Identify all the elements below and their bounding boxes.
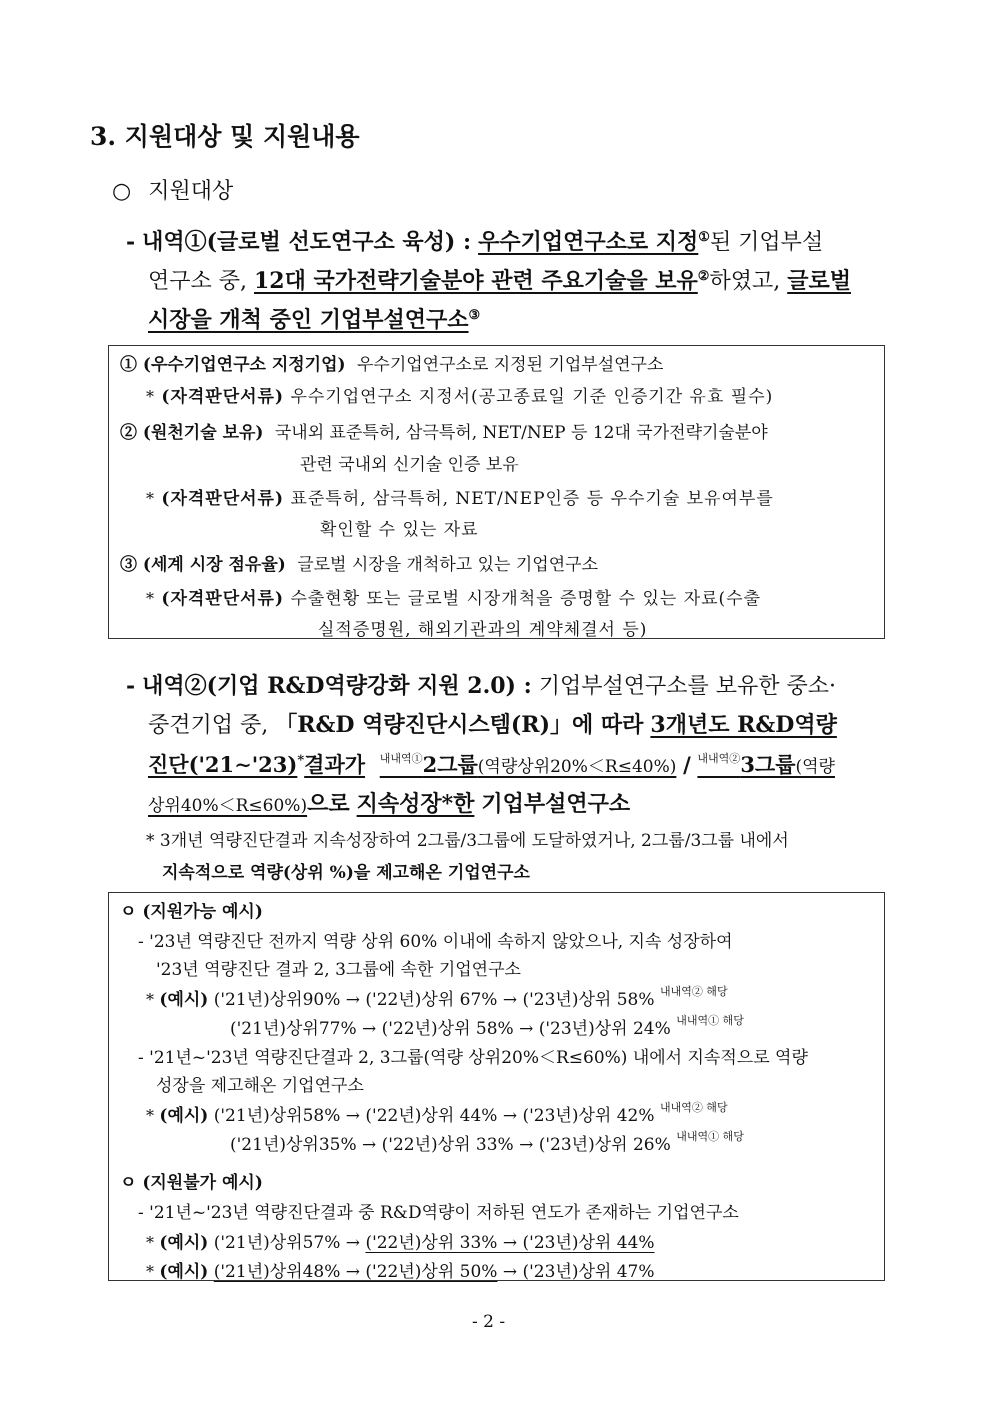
example-value-a: ('21년)상위57% →: [213, 1233, 366, 1253]
example-value: ('21년)상위77% → ('22년)상위 58% → ('23년)상위 24%: [230, 1019, 671, 1039]
item2-text1: 기업부설연구소를 보유한 중소·: [538, 674, 837, 699]
doc-label: (자격판단서류): [161, 387, 285, 407]
item1-tech: 12대 국가전략기술분야 관련 주요기술을 보유: [254, 268, 698, 294]
doc-text2: 실적증명원, 해외기관과의 계약체결서 등): [318, 620, 648, 640]
item2-with: 으로: [307, 791, 350, 817]
item1-line1: [126, 223, 823, 262]
item1-designation: 우수기업연구소로 지정: [478, 229, 699, 255]
doc-text2: 확인할 수 있는 자료: [320, 520, 479, 540]
doc-label: (자격판단서류): [161, 489, 285, 509]
item2-slash: /: [683, 752, 691, 777]
item2-tag2: 내내역②: [697, 752, 741, 765]
item1-sup2: ②: [697, 269, 710, 284]
footnote-text2: 지속적으로 역량(상위 %)을 제고해온 기업연구소: [162, 863, 530, 883]
doc-mark: *: [146, 489, 155, 508]
item2-group2: 2그룹: [422, 752, 478, 777]
item1-text1: 된 기업부설: [709, 230, 824, 255]
impossible-case1: - '21년~'23년 역량진단결과 중 R&D역량이 저하된 연도가 존재하는 기업연구소: [138, 1203, 739, 1223]
item2-line4: [148, 785, 630, 825]
criteria-2-doc: [146, 484, 774, 509]
example-value: ('21년)상위58% → ('22년)상위 44% → ('23년)상위 42%: [213, 1106, 655, 1126]
example-tag: 내내역① 해당: [676, 1014, 744, 1027]
criteria-3: [120, 550, 598, 575]
criteria-1-text: 우수기업연구소로 지정된 기업부설연구소: [356, 355, 664, 375]
example-value: ('21년)상위90% → ('22년)상위 67% → ('23년)상위 58%: [213, 990, 655, 1010]
item2-text2: 중견기업 중,: [148, 713, 269, 738]
item1-global-b: 시장을 개척 중인 기업부설연구소: [148, 307, 469, 333]
example-value-a: ('21년)상위48% → ('22년)상위 50%: [213, 1262, 498, 1282]
criteria-2-text: 국내외 표준특허, 삼극특허, NET/NEP 등 12대 국가전략기술분야: [274, 423, 768, 443]
item2-diagnosis: 진단('21∼'23): [148, 752, 298, 777]
item2-group3: 3그룹: [740, 752, 796, 777]
doc-text: 표준특허, 삼극특허, NET/NEP인증 등 우수기술 보유여부를: [290, 489, 774, 509]
item1-sup1: ①: [698, 230, 710, 245]
possible-case1: - '23년 역량진단 전까지 역량 상위 60% 이내에 속하지 않았으나, 지속 성장하여: [138, 932, 733, 952]
possible-case2: - '21년~'23년 역량진단결과 2, 3그룹(역량 상위20%＜R≤60%) 내에서 지속적으로 역량: [138, 1048, 808, 1068]
example-value-b: ('22년)상위 33% → ('23년)상위 44%: [365, 1233, 655, 1253]
item2-3years: 3개년도 R&D역량: [650, 712, 837, 738]
doc-label: (자격판단서류): [161, 589, 285, 609]
item2-result: 결과가: [304, 752, 366, 777]
item1-text3: 하였고,: [709, 269, 781, 294]
example-tag: 내내역② 해당: [659, 1101, 728, 1114]
subsection-title: 지원대상: [148, 179, 234, 204]
doc-mark: *: [146, 387, 155, 406]
example-tag: 내내역② 해당: [659, 985, 728, 998]
item1-text2: 연구소 중,: [148, 269, 247, 294]
page-number: - 2 -: [472, 1312, 506, 1332]
criteria-2-label: ② (원천기술 보유): [120, 423, 264, 443]
footnote-text1: 3개년 역량진단결과 지속성장하여 2그룹/3그룹에 도달하였거나, 2그룹/3그룹 내에서: [159, 831, 789, 851]
criteria-3-doc: [146, 584, 761, 609]
example-row3: [146, 1101, 728, 1126]
criteria-2-text2: 관련 국내외 신기술 인증 보유: [300, 455, 519, 475]
example-mark: *: [146, 1233, 154, 1252]
footnote-mark: *: [146, 831, 155, 851]
example-label: (예시): [159, 1262, 209, 1282]
possible-case2-b: 성장을 제고해온 기업연구소: [156, 1076, 364, 1096]
item1-label: 내역①(글로벌 선도연구소 육성) :: [142, 229, 472, 255]
item2-tag1: 내내역①: [379, 752, 423, 765]
criteria-1: [120, 350, 663, 375]
example-row1: [146, 985, 728, 1010]
criteria-1-doc: [146, 382, 773, 407]
impossible-example2: [146, 1257, 655, 1282]
example-mark: *: [146, 1262, 154, 1281]
item1-line3: [148, 301, 480, 340]
item1-sup3: ③: [468, 308, 481, 323]
impossible-example1: [146, 1228, 655, 1253]
item2-group3-range-a: (역량: [795, 757, 835, 777]
item2-group3-range-b: 상위40%＜R≤60%): [148, 796, 308, 816]
doc-text: 수출현황 또는 글로벌 시장개척을 증명할 수 있는 자료(수출: [290, 589, 762, 609]
example-value: ('21년)상위35% → ('22년)상위 33% → ('23년)상위 26%: [230, 1135, 671, 1155]
criteria-3-text: 글로벌 시장을 개척하고 있는 기업연구소: [297, 555, 598, 575]
item2-label: 내역②(기업 R&D역량강화 지원 2.0) :: [142, 673, 532, 699]
item2-system: 「R&D 역량진단시스템(R)」에 따라: [275, 712, 644, 738]
item2-dash: -: [126, 673, 136, 699]
item1-dash: -: [126, 229, 136, 255]
example-tag: 내내역① 해당: [676, 1130, 744, 1143]
criteria-3-label: ③ (세계 시장 점유율): [120, 555, 286, 575]
example-label: (예시): [159, 1233, 209, 1253]
item2-group2-range: (역량상위20%＜R≤40%): [477, 757, 677, 777]
item2-line3: [148, 746, 835, 788]
criteria-2: [120, 418, 768, 443]
example-mark: *: [146, 990, 154, 1009]
doc-text: 우수기업연구소 지정서(공고종료일 기준 인증기간 유효 필수): [290, 387, 774, 407]
criteria-1-label: ① (우수기업연구소 지정기업): [120, 355, 346, 375]
example-row4: [230, 1130, 744, 1155]
example-row2: [230, 1014, 744, 1039]
subsection-bullet: ○: [112, 179, 132, 204]
item2-institute: 기업부설연구소: [481, 791, 631, 817]
example-mark: *: [146, 1106, 154, 1125]
item1-line2: [148, 262, 851, 301]
subsection-heading: [112, 174, 233, 205]
possible-title: ㅇ (지원가능 예시): [120, 902, 263, 922]
example-label: (예시): [159, 1106, 209, 1126]
example-value-b: → ('23년)상위 47%: [497, 1262, 655, 1282]
doc-mark: *: [146, 589, 155, 608]
possible-case1-b: '23년 역량진단 결과 2, 3그룹에 속한 기업연구소: [156, 960, 521, 980]
impossible-title: ㅇ (지원불가 예시): [120, 1173, 263, 1193]
item2-line1: [126, 667, 836, 706]
footnote-line1: [146, 826, 789, 851]
item1-global-a: 글로벌: [787, 268, 851, 294]
item2-line2: [148, 706, 837, 745]
item2-sup: *: [297, 753, 305, 768]
item2-growth: 지속성장*한: [356, 791, 475, 817]
section-title: 3. 지원대상 및 지원내용: [90, 122, 360, 151]
example-label: (예시): [159, 990, 209, 1010]
